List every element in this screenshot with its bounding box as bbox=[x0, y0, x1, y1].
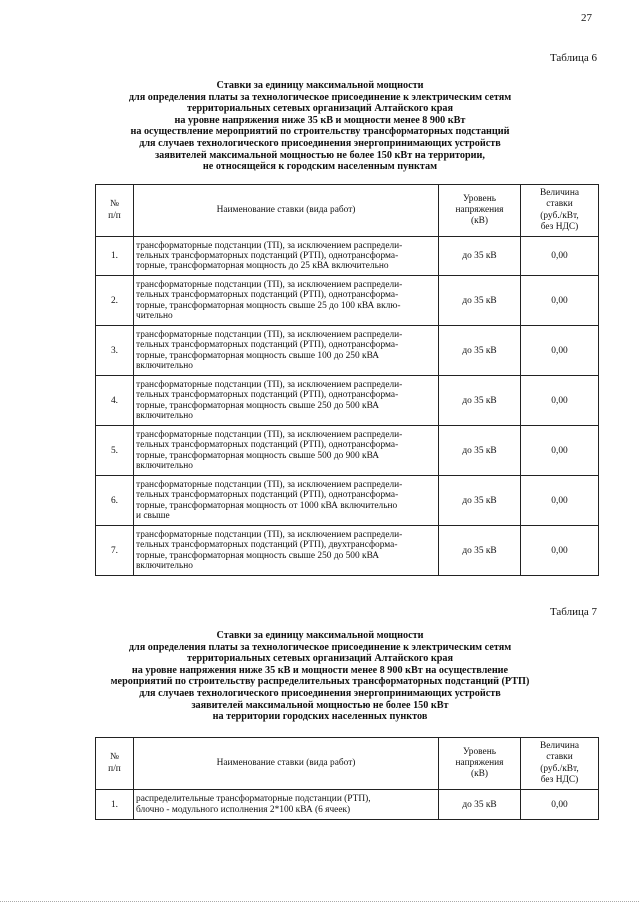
row-number: 1. bbox=[96, 790, 134, 820]
rate-value: 0,00 bbox=[521, 276, 599, 326]
voltage-level: до 35 кВ bbox=[439, 326, 521, 376]
rate-value: 0,00 bbox=[521, 476, 599, 526]
row-number: 3. bbox=[96, 326, 134, 376]
rate-name: трансформаторные подстанции (ТП), за исключением распредели- тельных трансформаторных подстанций (РТП), однотрансформа- торные, трансформаторная мощность до 25 кВА включительно bbox=[134, 237, 439, 276]
heading-line: для определения платы за технологическое присоединение к электрическим сетям bbox=[128, 641, 512, 653]
voltage-level: до 35 кВ bbox=[439, 790, 521, 820]
table-row bbox=[96, 276, 599, 326]
table6-label: Таблица 6 bbox=[549, 52, 597, 64]
table7-label: Таблица 7 bbox=[549, 606, 597, 618]
heading-line: Ставки за единицу максимальной мощности bbox=[216, 80, 424, 91]
table-row bbox=[96, 376, 599, 426]
rate-value: 0,00 bbox=[521, 376, 599, 426]
voltage-level: до 35 кВ bbox=[439, 476, 521, 526]
page-number: 27 bbox=[581, 12, 592, 24]
rate-name: трансформаторные подстанции (ТП), за исключением распредели- тельных трансформаторных подстанций (РТП), однотрансформа- торные, трансформаторная мощность свыше 500 до 900 кВА включительно bbox=[134, 426, 439, 476]
heading-line: заявителей максимальной мощностью не более 150 кВт bbox=[191, 699, 449, 711]
heading-line: на осуществление мероприятий по строительству трансформаторных подстанций bbox=[130, 126, 510, 138]
rate-name: трансформаторные подстанции (ТП), за исключением распредели- тельных трансформаторных подстанций (РТП), однотрансформа- торные, трансформаторная мощность свыше 100 до 250 кВА включительно bbox=[134, 326, 439, 376]
table6 bbox=[95, 184, 599, 576]
column-header-voltage: Уровень напряжения (кВ) bbox=[439, 738, 521, 790]
row-number: 4. bbox=[96, 376, 134, 426]
column-header-voltage: Уровень напряжения (кВ) bbox=[439, 185, 521, 237]
column-header-rate: Величина ставки (руб./кВт, без НДС) bbox=[521, 185, 599, 237]
voltage-level: до 35 кВ bbox=[439, 276, 521, 326]
heading-line: не относящейся к городским населенным пунктам bbox=[202, 161, 438, 173]
page-bottom-rule bbox=[0, 901, 639, 902]
table7-heading bbox=[60, 630, 580, 723]
table-row bbox=[96, 426, 599, 476]
heading-line: территориальных сетевых организаций Алтайского края bbox=[187, 103, 453, 115]
voltage-level: до 35 кВ bbox=[439, 376, 521, 426]
rate-name: трансформаторные подстанции (ТП), за исключением распредели- тельных трансформаторных подстанций (РТП), однотрансформа- торные, трансформаторная мощность свыше 25 до 100 кВА вклю- чительно bbox=[134, 276, 439, 326]
column-header-name: Наименование ставки (вида работ) bbox=[134, 738, 439, 790]
voltage-level: до 35 кВ bbox=[439, 526, 521, 576]
table-header-row bbox=[96, 185, 599, 237]
rate-name: трансформаторные подстанции (ТП), за исключением распредели- тельных трансформаторных подстанций (РТП), однотрансформа- торные, трансформаторная мощность от 1000 кВА включительно и свыше bbox=[134, 476, 439, 526]
rate-name: трансформаторные подстанции (ТП), за исключением распредели- тельных трансформаторных подстанций (РТП), однотрансформа- торные, трансформаторная мощность свыше 250 до 500 кВА включительно bbox=[134, 376, 439, 426]
column-header-num: № п/п bbox=[96, 738, 134, 790]
row-number: 2. bbox=[96, 276, 134, 326]
heading-line: заявителей максимальной мощностью не более 150 кВт на территории, bbox=[155, 149, 485, 161]
table-row bbox=[96, 790, 599, 820]
row-number: 6. bbox=[96, 476, 134, 526]
rate-value: 0,00 bbox=[521, 526, 599, 576]
heading-line: на уровне напряжения ниже 35 кВ и мощности менее 8 900 кВт на осуществление bbox=[131, 664, 509, 676]
heading-line: на уровне напряжения ниже 35 кВ и мощности менее 8 900 кВт bbox=[174, 114, 466, 126]
heading-line: территориальных сетевых организаций Алтайского края bbox=[187, 653, 453, 665]
table-header-row bbox=[96, 738, 599, 790]
table-row bbox=[96, 526, 599, 576]
column-header-num: № п/п bbox=[96, 185, 134, 237]
heading-line: для определения платы за технологическое присоединение к электрическим сетям bbox=[128, 91, 512, 103]
rate-name: трансформаторные подстанции (ТП), за исключением распредели- тельных трансформаторных подстанций (РТП), двухтрансформа- торные, трансформаторная мощность свыше 250 до 500 кВА включительно bbox=[134, 526, 439, 576]
row-number: 5. bbox=[96, 426, 134, 476]
row-number: 7. bbox=[96, 526, 134, 576]
row-number: 1. bbox=[96, 237, 134, 276]
rate-value: 0,00 bbox=[521, 237, 599, 276]
heading-line: Ставки за единицу максимальной мощности bbox=[216, 630, 424, 641]
heading-line: для случаев технологического присоединения энергопринимающих устройств bbox=[139, 687, 501, 699]
rate-value: 0,00 bbox=[521, 790, 599, 820]
column-header-rate: Величина ставки (руб./кВт, без НДС) bbox=[521, 738, 599, 790]
heading-line: мероприятий по строительству распределительных трансформаторных подстанций (РТП) bbox=[110, 676, 530, 688]
table-row bbox=[96, 237, 599, 276]
voltage-level: до 35 кВ bbox=[439, 237, 521, 276]
table6-heading bbox=[60, 80, 580, 173]
column-header-name: Наименование ставки (вида работ) bbox=[134, 185, 439, 237]
rate-name: распределительные трансформаторные подстанции (РТП), блочно - модульного исполнения 2*100 кВА (6 ячеек) bbox=[134, 790, 439, 820]
rate-value: 0,00 bbox=[521, 326, 599, 376]
table7 bbox=[95, 737, 599, 820]
voltage-level: до 35 кВ bbox=[439, 426, 521, 476]
table-row bbox=[96, 326, 599, 376]
heading-line: на территории городских населенных пунктов bbox=[212, 711, 428, 723]
table-row bbox=[96, 476, 599, 526]
heading-line: для случаев технологического присоединения энергопринимающих устройств bbox=[139, 137, 501, 149]
rate-value: 0,00 bbox=[521, 426, 599, 476]
